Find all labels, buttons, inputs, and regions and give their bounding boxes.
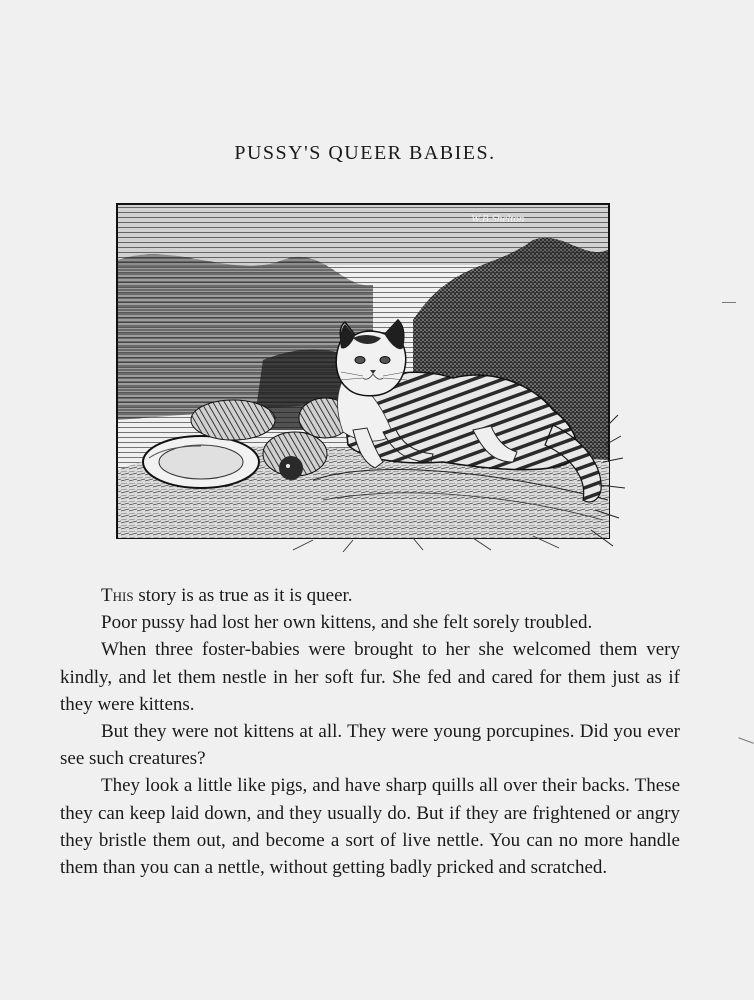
engraving-illustration [113, 200, 633, 552]
paragraph: When three foster-babies were brought to her she welcomed them very kindly, and let them nestle in her soft fur. She fed and cared for them just as if they were kittens. [60, 639, 680, 715]
page-title: PUSSY'S QUEER BABIES. [234, 142, 496, 164]
paragraph-text: story is as true as it is queer. [133, 585, 353, 606]
paragraph: They look a little like pigs, and have sharp quills all over their backs. These they can keep laid down, and they usually do. But if they are frightened or angry they bristle them out, and become a sort of live nettle. You can no more handle them than you can a nettle, without getting badly pricked and scratched. [60, 775, 680, 879]
margin-mark [738, 737, 753, 743]
story-text [60, 582, 680, 881]
porcupine-icon [191, 400, 275, 440]
margin-mark [722, 302, 736, 303]
paragraph-lead: This [101, 585, 134, 606]
artist-signature: W.B.Shelton [471, 213, 525, 225]
cat-and-porcupines-engraving [113, 200, 633, 552]
paragraph: But they were not kittens at all. They were young porcupines. Did you ever see such creatures? [60, 721, 680, 770]
paragraph: Poor pussy had lost her own kittens, and she felt sorely troubled. [101, 612, 593, 634]
paragraph [60, 582, 680, 609]
